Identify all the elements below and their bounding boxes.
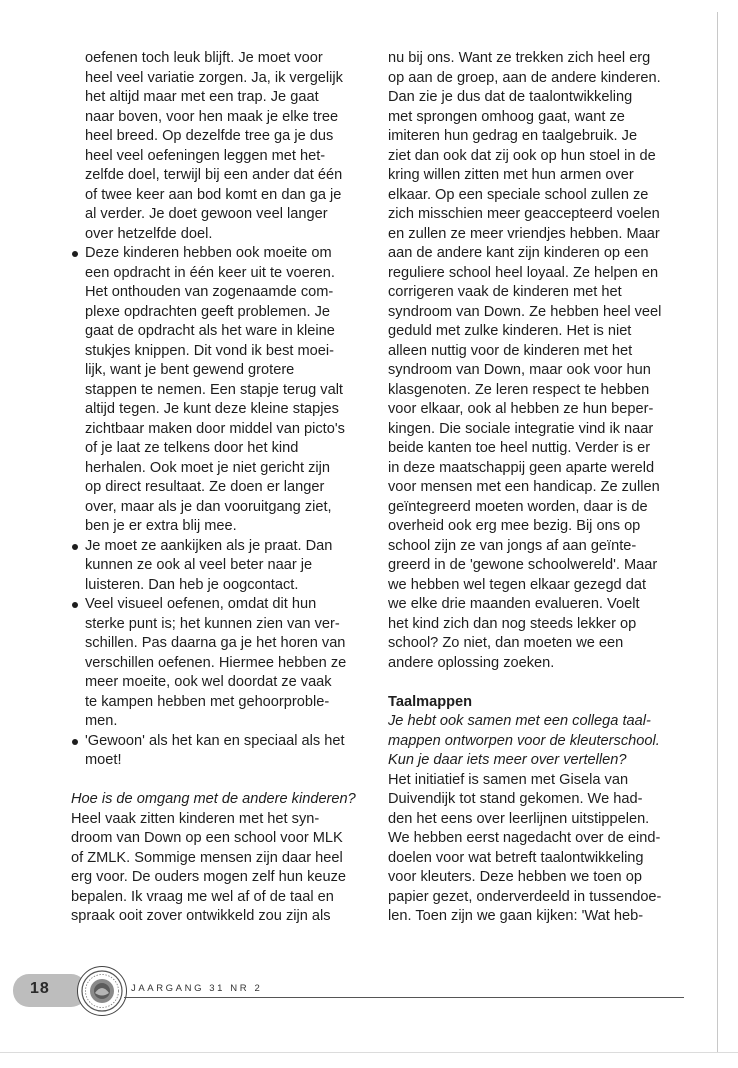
text-line: stappen te nemen. Een stapje terug valt: [85, 381, 343, 398]
page-edge-rule: [717, 12, 718, 1052]
text-line: het altijd maar met een trap. Je gaat: [85, 89, 319, 105]
text-line: heel breed. Op dezelfde tree ga je dus: [85, 128, 334, 144]
text-line: of ZMLK. Sommige mensen zijn daar heel: [71, 849, 343, 866]
text-line: voor mensen met een handicap. Ze zullen: [388, 479, 660, 495]
text-line: geduld met zulke kinderen. Het is niet: [388, 323, 632, 339]
text-line: plexe opdrachten geeft problemen. Je: [85, 303, 331, 320]
text-line: zichtbaar maken door middel van picto's: [85, 420, 345, 437]
text-line: Veel visueel oefenen, omdat dit hun: [85, 596, 317, 612]
text-line: geïntegreerd moeten worden, daar is de: [388, 498, 648, 515]
text-line: Heel vaak zitten kinderen met het syn-: [71, 810, 320, 827]
journal-seal-logo: [77, 966, 127, 1016]
text-line: voor kleuters. Deze hebben we toen op: [388, 869, 642, 885]
text-line: en zullen ze meer vriendjes hebben. Maar: [388, 225, 660, 242]
text-line: over, maar als je dan vooruitgang ziet,: [85, 498, 332, 515]
text-line: we elke drie maanden evalueren. Voelt: [388, 596, 640, 612]
text-line: nu bij ons. Want ze trekken zich heel erg: [388, 50, 651, 66]
text-line: beide kanten toe heel nuttig. Verder is er: [388, 440, 651, 456]
text-line: of twee keer aan bod komt en dan ga je: [85, 186, 342, 203]
text-line: Hoe is de omgang met de andere kinderen?: [71, 791, 356, 807]
text-line: school? Zo niet, dan moeten we een: [388, 635, 624, 651]
text-line: len. Toen zijn we gaan kijken: 'Wat heb-: [388, 908, 644, 924]
interview-answer: [71, 810, 371, 927]
text-line: schillen. Pas daarna ga je het horen van: [85, 635, 346, 651]
page-bottom-rule: [0, 1052, 738, 1053]
text-line: stukjes knippen. Dit vond ik best moei-: [85, 342, 335, 359]
bullet-item: [71, 244, 371, 537]
text-line: overheid ook erg mee bezig. Bij ons op: [388, 518, 641, 534]
text-line: Het onthouden van zogenaamde com-: [85, 284, 334, 300]
text-line: We hebben eerst nagedacht over de eind-: [388, 830, 661, 846]
left-continuation-paragraph: [71, 49, 371, 244]
text-line: Je moet ze aankijken als je praat. Dan: [85, 537, 333, 554]
text-line: corrigeren vaak de kinderen met het: [388, 284, 622, 300]
seal-emblem-icon: [78, 967, 126, 1015]
text-line: te kampen hebben met gehoorproble-: [85, 693, 330, 710]
text-line: spraak ooit zover ontwikkeld zou zijn als: [71, 908, 331, 924]
text-line: of je laat ze telkens door het kind: [85, 440, 299, 456]
bullet-item: [71, 537, 371, 596]
right-continuation-paragraph: [388, 49, 693, 673]
text-line: Kun je daar iets meer over vertellen?: [388, 752, 627, 768]
text-line: naar boven, voor hen maak je elke tree: [85, 108, 339, 125]
text-line: kunnen ze ook al veel beter naar je: [85, 557, 313, 573]
text-line: Het initiatief is samen met Gisela van: [388, 771, 629, 788]
text-line: meer moeite, ook wel doordat ze vaak: [85, 674, 332, 690]
text-line: droom van Down op een school voor MLK: [71, 830, 343, 846]
interview-answer: [388, 771, 693, 927]
text-line: heel veel oefeningen leggen met het-: [85, 147, 326, 164]
text-line: oefenen toch leuk blijft. Je moet voor: [85, 50, 323, 66]
text-line: op direct resultaat. Ze doen er langer: [85, 479, 325, 495]
text-line: verschillen oefenen. Hiermee hebben ze: [85, 654, 347, 671]
text-line: aan de andere kant zijn kinderen op een: [388, 245, 649, 261]
journal-issue-label: JAARGANG 31 NR 2: [131, 983, 263, 994]
bullet-item: [71, 732, 371, 771]
text-line: Je hebt ook samen met een collega taal-: [388, 713, 651, 729]
text-line: klasgenoten. Ze leren respect te hebben: [388, 381, 650, 398]
text-line: den het eens over leerlijnen uitstippelen.: [388, 810, 650, 827]
text-line: syndroom van Down. Ze hebben heel veel: [388, 303, 662, 320]
page-number: 18: [30, 980, 50, 997]
text-line: lijk, want je bent gewend grotere: [85, 362, 295, 378]
text-line: imiteren hun gedrag en taalgebruik. Je: [388, 128, 638, 144]
text-line: over hetzelfde doel.: [85, 225, 213, 242]
text-line: Dan zie je dus dat de taalontwikkeling: [388, 89, 633, 105]
text-line: een opdracht in één keer uit te voeren.: [85, 264, 335, 281]
text-line: Deze kinderen hebben ook moeite om: [85, 245, 332, 261]
right-column: [388, 49, 693, 927]
text-line: zelfde doel, terwijl bij een ander dat één: [85, 167, 343, 183]
text-line: ben je er extra blij mee.: [85, 518, 237, 534]
text-line: bepalen. Ik vraag me wel af of de taal en: [71, 888, 334, 905]
text-line: erg voor. De ouders mogen zelf hun keuze: [71, 869, 347, 885]
text-line: andere oplossing zoeken.: [388, 654, 555, 671]
text-line: herhalen. Ook moet je niet gericht zijn: [85, 459, 330, 476]
text-line: altijd tegen. Je kunt deze kleine stapjes: [85, 401, 339, 417]
text-line: kingen. Die sociale integratie vind ik naar: [388, 420, 654, 437]
text-line: zich misschien meer geaccepteerd voelen: [388, 206, 660, 222]
left-column: [71, 49, 371, 927]
text-line: reguliere school heel loyaal. Ze helpen en: [388, 264, 659, 281]
text-line: alleen nuttig voor de kinderen met het: [388, 342, 633, 359]
text-line: luisteren. Dan heb je oogcontact.: [85, 576, 299, 593]
text-line: 'Gewoon' als het kan en speciaal als het: [85, 732, 345, 749]
text-line: Duivendijk tot stand gekomen. We had-: [388, 791, 643, 807]
text-line: mappen ontworpen voor de kleuterschool.: [388, 732, 660, 749]
text-line: heel veel variatie zorgen. Ja, ik vergelijk: [85, 69, 343, 86]
text-line: papier gezet, onderverdeeld in tussendoe-: [388, 888, 662, 905]
interview-question: [71, 790, 371, 810]
page-number-badge: [13, 974, 87, 1007]
text-line: moet!: [85, 752, 122, 768]
text-line: met sprongen omhoog gaat, want ze: [388, 108, 625, 125]
bullet-list: [71, 244, 371, 771]
text-line: elkaar. Op een speciale school zullen ze: [388, 186, 649, 203]
text-line: doelen voor wat betreft taalontwikkeling: [388, 849, 644, 866]
text-line: het kind zich dan nog steeds lekker op: [388, 615, 637, 632]
text-line: school zijn ze van jongs af aan geïnte-: [388, 537, 637, 554]
text-line: sterke punt is; het kunnen zien van ver-: [85, 615, 340, 632]
interview-question: [388, 712, 693, 771]
text-line: we hebben wel tegen elkaar gezegd dat: [388, 576, 647, 593]
text-line: al verder. Je doet gewoon veel langer: [85, 206, 328, 222]
section-heading: Taalmappen: [388, 693, 473, 710]
bullet-item: [71, 595, 371, 732]
text-line: gaat de opdracht als het ware in kleine: [85, 323, 335, 339]
footer-rule: [124, 997, 684, 998]
text-line: ziet dan ook dat zij ook op hun stoel in de: [388, 147, 656, 164]
text-line: greerd in de 'gewone schoolwereld'. Maar: [388, 557, 658, 573]
text-line: kring willen zitten met hun armen over: [388, 167, 634, 183]
text-line: men.: [85, 713, 118, 729]
text-line: voor elkaar, ook al hebben ze hun beper-: [388, 401, 654, 417]
text-line: op aan de groep, aan de andere kinderen.: [388, 69, 661, 86]
text-line: in deze maatschappij geen aparte wereld: [388, 459, 655, 476]
text-line: syndroom van Down, maar ook voor hun: [388, 362, 651, 378]
